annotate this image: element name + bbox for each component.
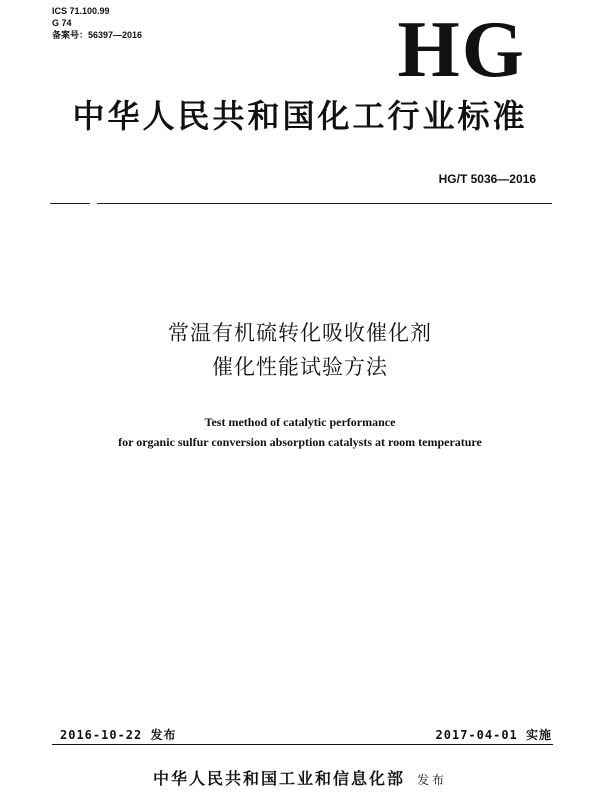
issue-date: 2016-10-22 发布 [60, 728, 177, 742]
english-title-line-1: Test method of catalytic performance [204, 415, 396, 429]
english-title [0, 412, 600, 452]
ccs-code: G 74 [52, 18, 72, 28]
divider-bottom [52, 744, 553, 745]
divider-short [50, 203, 90, 204]
issued-label: 发布 [417, 773, 448, 787]
issuer-line [0, 766, 600, 789]
hg-logo: HG [397, 6, 526, 94]
chinese-title-line-2: 催化性能试验方法 [212, 355, 388, 379]
issuer-name: 中华人民共和国工业和信息化部 [152, 769, 405, 788]
standard-code: HG/T 5036—2016 [438, 172, 536, 186]
ics-code: ICS 71.100.99 [52, 6, 110, 16]
chinese-title [0, 316, 600, 384]
implement-date: 2017-04-01 实施 [435, 728, 552, 742]
english-title-line-2: for organic sulfur conversion absorption catalysts at room temperature [118, 435, 482, 449]
filing-number: 备案号：56397—2016 [52, 30, 143, 40]
metadata-block [52, 5, 142, 41]
chinese-title-line-1: 常温有机硫转化吸收催化剂 [168, 321, 432, 345]
divider-long [97, 203, 552, 204]
standard-title: 中华人民共和国化工行业标准 [72, 97, 528, 135]
